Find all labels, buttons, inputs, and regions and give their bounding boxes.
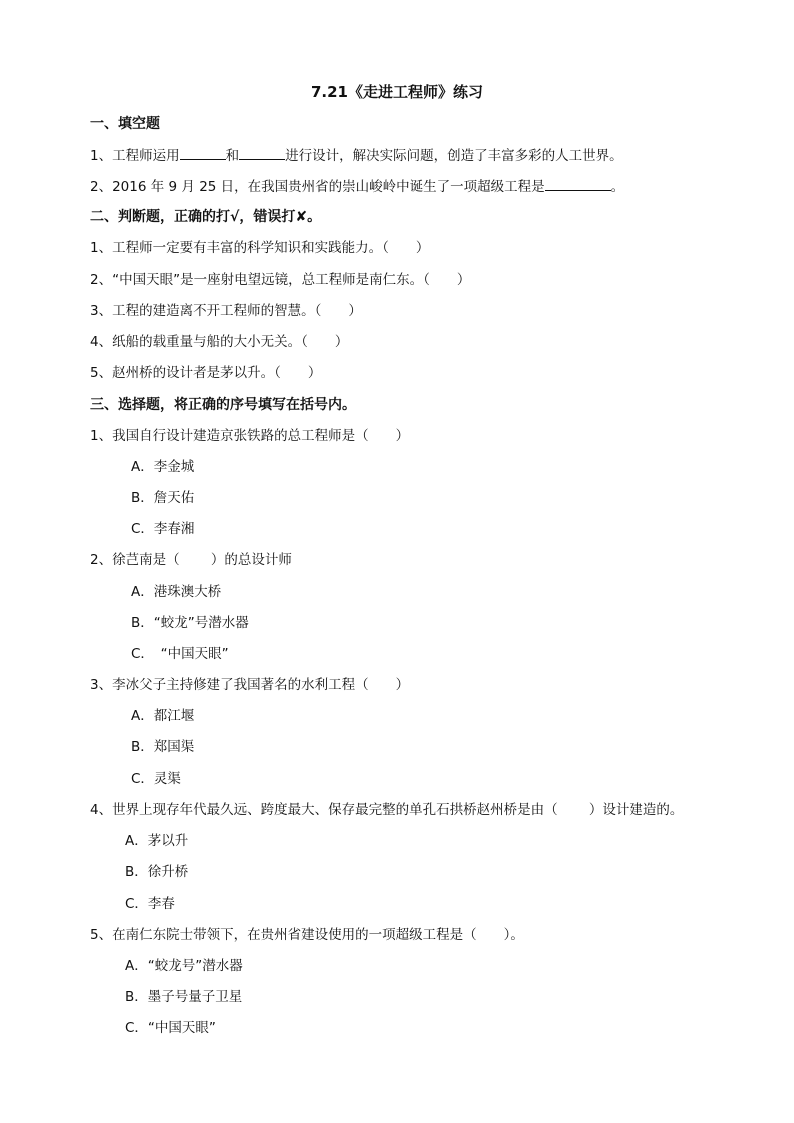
fill-q2-part-b: 。 [610, 179, 625, 195]
choice-option: A．“蛟龙号”潜水器 [125, 958, 243, 974]
fill-q1-part-c: 进行设计，解决实际问题，创造了丰富多彩的人工世界。 [285, 148, 623, 164]
answer-blank[interactable] [545, 176, 611, 191]
section-heading-fill-in: 一、填空题 [90, 116, 160, 132]
section-heading-multiple-choice: 三、选择题，将正确的序号填写在括号内。 [90, 397, 356, 413]
choice-option: B．詹天佑 [131, 490, 195, 506]
choice-option: A．港珠澳大桥 [131, 584, 222, 600]
choice-option: B．徐升桥 [125, 864, 189, 880]
fill-q2-part-a: 2、2016 年 9 月 25 日，在我国贵州省的崇山峻岭中诞生了一项超级工程是 [90, 179, 545, 195]
choice-option: C．灵渠 [131, 771, 181, 787]
judge-question: 5、赵州桥的设计者是茅以升。（ ） [90, 365, 322, 381]
choice-option: B．“蛟龙”号潜水器 [131, 615, 249, 631]
choice-question: 4、世界上现存年代最久远、跨度最大、保存最完整的单孔石拱桥赵州桥是由（ ）设计建造的。 [90, 802, 684, 818]
choice-question: 2、徐芑南是（ ）的总设计师 [90, 552, 292, 568]
judge-question: 1、工程师一定要有丰富的科学知识和实践能力。（ ） [90, 240, 430, 256]
fill-question-2 [90, 176, 624, 197]
fill-q1-part-a: 1、工程师运用 [90, 148, 180, 164]
choice-option: C． “中国天眼” [131, 646, 229, 662]
judge-question: 2、“中国天眼”是一座射电望远镜，总工程师是南仁东。（ ） [90, 272, 471, 288]
fill-q1-part-b: 和 [225, 148, 240, 164]
judge-question: 3、工程的建造离不开工程师的智慧。（ ） [90, 303, 362, 319]
choice-option: C．李春 [125, 896, 175, 912]
answer-blank[interactable] [180, 145, 226, 160]
choice-question: 3、李冰父子主持修建了我国著名的水利工程（ ） [90, 677, 410, 693]
page-title: 7.21《走进工程师》练习 [310, 83, 483, 101]
choice-option: A．茅以升 [125, 833, 189, 849]
choice-question: 1、我国自行设计建造京张铁路的总工程师是（ ） [90, 428, 410, 444]
judge-question: 4、纸船的载重量与船的大小无关。（ ） [90, 334, 349, 350]
choice-question: 5、在南仁东院士带领下，在贵州省建设使用的一项超级工程是（ ）。 [90, 927, 524, 943]
choice-option: A．都江堰 [131, 708, 195, 724]
choice-option: B．墨子号量子卫星 [125, 989, 243, 1005]
choice-option: A．李金城 [131, 459, 195, 475]
choice-option: C．李春湘 [131, 521, 195, 537]
choice-option: C．“中国天眼” [125, 1020, 216, 1036]
choice-option: B．郑国渠 [131, 739, 195, 755]
answer-blank[interactable] [239, 145, 285, 160]
fill-question-1 [90, 145, 623, 166]
section-heading-true-false: 二、判断题，正确的打√，错误打✘。 [90, 209, 322, 225]
